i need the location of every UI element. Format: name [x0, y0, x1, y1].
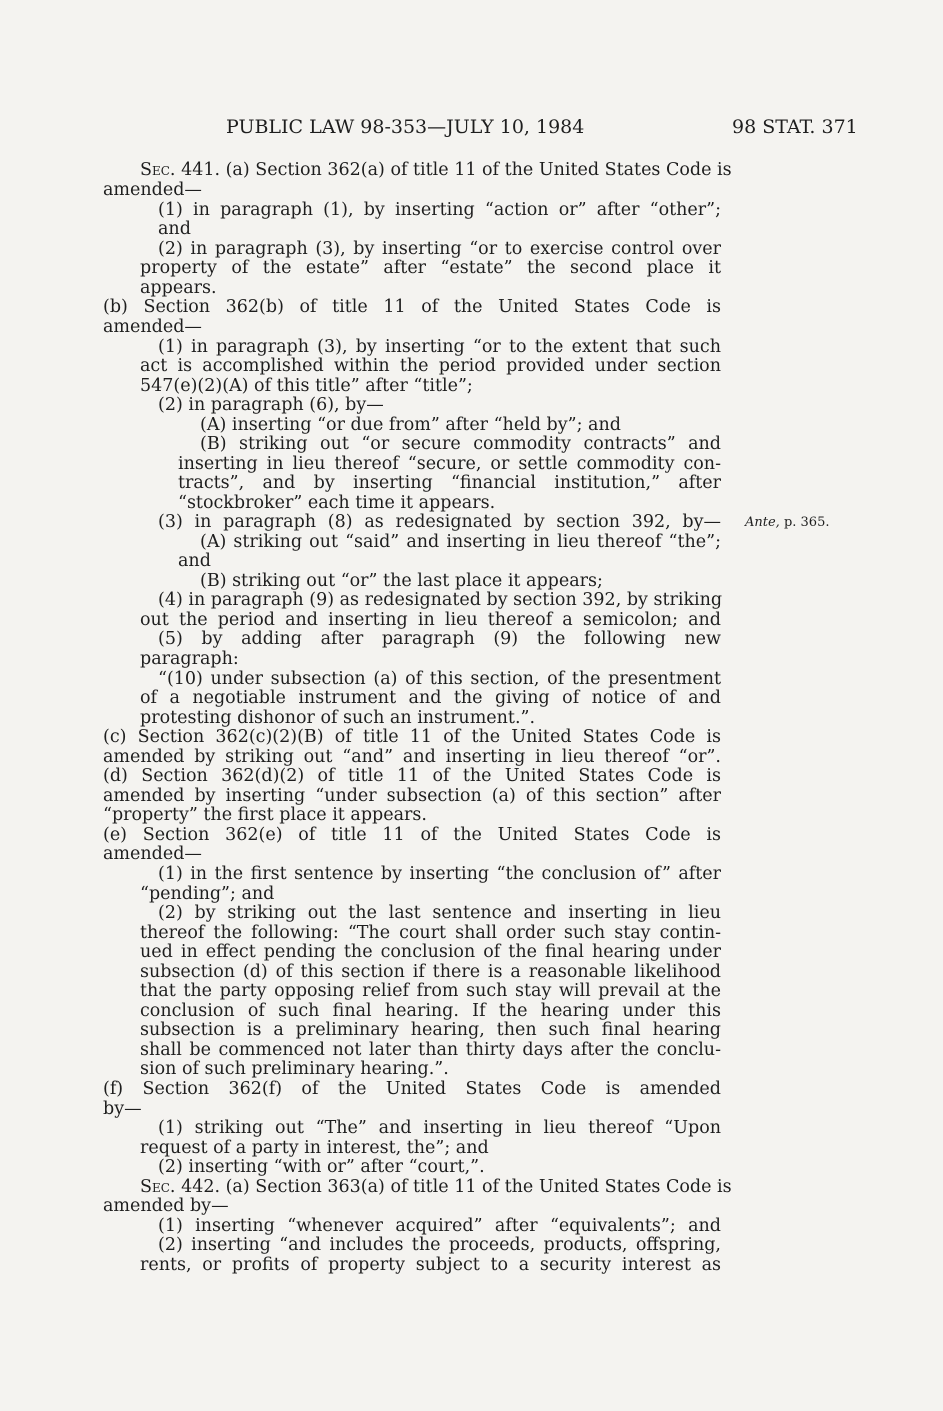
text-line: (b) Section 362(b) of title 11 of the United States Code is	[103, 297, 721, 317]
text-line: request of a party in interest, the”; and	[140, 1138, 489, 1158]
text-line: (A) striking out “said” and inserting in lieu thereof “the”;	[200, 532, 721, 552]
text-line: subsection (d) of this section if there is a reasonable likelihood	[140, 962, 721, 982]
text-line: tracts”, and by inserting “financial institution,” after	[178, 473, 721, 493]
text-line: sion of such preliminary hearing.”.	[140, 1059, 449, 1079]
text-line: amended by—	[103, 1196, 229, 1216]
text-line: protesting dishonor of such an instrument.”.	[140, 708, 536, 728]
text-line: (1) in paragraph (3), by inserting “or to the extent that such	[158, 337, 721, 357]
text-line: shall be commenced not later than thirty days after the conclu-	[140, 1040, 721, 1060]
text-line: rents, or profits of property subject to a security interest as	[140, 1255, 721, 1275]
section-label: Sec.	[140, 160, 176, 180]
text-line: (d) Section 362(d)(2) of title 11 of the United States Code is	[103, 766, 721, 786]
statute-page-number: 98 STAT. 371	[732, 116, 858, 138]
text-line: (e) Section 362(e) of title 11 of the United States Code is	[103, 825, 721, 845]
text-line: (2) by striking out the last sentence and inserting in lieu	[158, 903, 721, 923]
text-span: 442. (a) Section 363(a) of title 11 of the United States Code is	[175, 1177, 732, 1197]
text-span: 441. (a) Section 362(a) of title 11 of the United States Code is	[175, 160, 732, 180]
text-line: thereof the following: “The court shall order such stay contin-	[140, 923, 721, 943]
text-line: (2) inserting “and includes the proceeds, products, offspring,	[158, 1235, 721, 1255]
margin-note-ref: Ante,	[745, 515, 780, 530]
text-line: “(10) under subsection (a) of this section, of the presentment	[158, 669, 721, 689]
text-line: conclusion of such final hearing. If the hearing under this	[140, 1001, 721, 1021]
text-line: (1) inserting “whenever acquired” after “equivalents”; and	[158, 1216, 721, 1236]
text-line: amended—	[103, 844, 202, 864]
text-line: amended by inserting “under subsection (a) of this section” after	[103, 786, 721, 806]
text-line: (1) striking out “The” and inserting in lieu thereof “Upon	[158, 1118, 721, 1138]
text-line: amended—	[103, 317, 202, 337]
text-line: and	[178, 551, 211, 571]
text-line: act is accomplished within the period provided under section	[140, 356, 721, 376]
text-line: out the period and inserting in lieu thereof a semicolon; and	[140, 610, 721, 630]
text-line	[140, 160, 732, 180]
text-line	[140, 1177, 732, 1197]
text-line: (4) in paragraph (9) as redesignated by section 392, by striking	[158, 590, 723, 610]
margin-note-page: p. 365.	[783, 515, 830, 530]
section-label: Sec.	[140, 1177, 176, 1197]
text-line: (B) striking out “or” the last place it appears;	[200, 571, 603, 591]
text-line: (A) inserting “or due from” after “held by”; and	[200, 415, 621, 435]
text-line: subsection is a preliminary hearing, then such final hearing	[140, 1020, 721, 1040]
text-line: property of the estate” after “estate” the second place it	[140, 258, 721, 278]
text-line: (2) in paragraph (3), by inserting “or to exercise control over	[158, 239, 721, 259]
text-line: amended by striking out “and” and inserting in lieu thereof “or”.	[103, 747, 721, 767]
text-line: (1) in paragraph (1), by inserting “action or” after “other”;	[158, 200, 721, 220]
text-line: 547(e)(2)(A) of this title” after “title”;	[140, 376, 473, 396]
margin-note	[745, 515, 830, 530]
text-line: (c) Section 362(c)(2)(B) of title 11 of the United States Code is	[103, 727, 721, 747]
text-line: “pending”; and	[140, 884, 275, 904]
text-line: and	[158, 219, 191, 239]
text-line: of a negotiable instrument and the giving of notice of and	[140, 688, 721, 708]
running-header-title: PUBLIC LAW 98-353—JULY 10, 1984	[226, 116, 585, 138]
text-line: (5) by adding after paragraph (9) the following new	[158, 629, 721, 649]
text-line: (2) inserting “with or” after “court,”.	[158, 1157, 485, 1177]
text-line: amended—	[103, 180, 202, 200]
text-line: (3) in paragraph (8) as redesignated by section 392, by—	[158, 512, 721, 532]
text-line: appears.	[140, 278, 217, 298]
text-line: (f) Section 362(f) of the United States Code is amended	[103, 1079, 721, 1099]
text-line: inserting in lieu thereof “secure, or settle commodity con-	[178, 454, 721, 474]
text-line: (1) in the first sentence by inserting “the conclusion of” after	[158, 864, 721, 884]
text-line: paragraph:	[140, 649, 239, 669]
text-line: “stockbroker” each time it appears.	[178, 493, 496, 513]
text-line: “property” the first place it appears.	[103, 805, 427, 825]
text-line: by—	[103, 1099, 142, 1119]
text-line: (2) in paragraph (6), by—	[158, 395, 384, 415]
text-line: (B) striking out “or secure commodity contracts” and	[200, 434, 721, 454]
text-line: ued in effect pending the conclusion of the final hearing under	[140, 942, 721, 962]
text-line: that the party opposing relief from such stay will prevail at the	[140, 981, 721, 1001]
